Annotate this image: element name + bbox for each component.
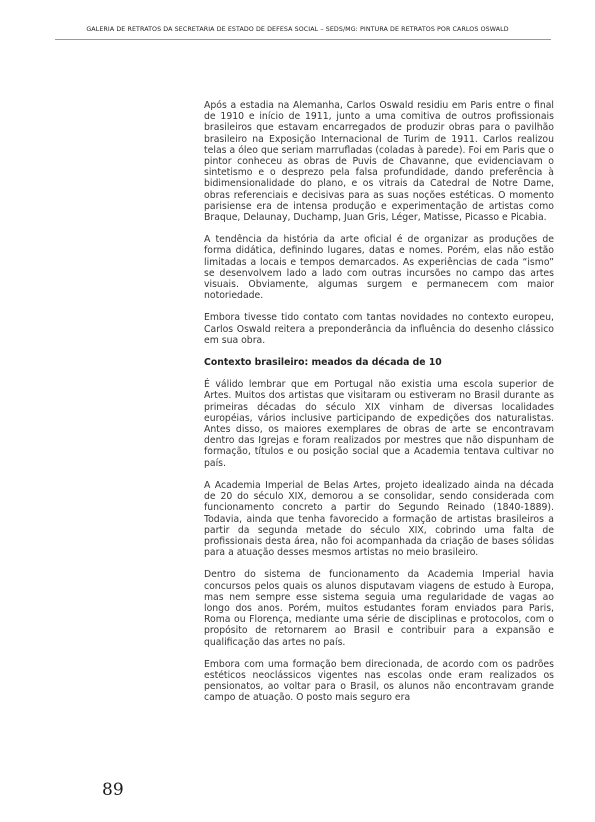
running-header: GALERIA DE RETRATOS DA SECRETARIA DE ESTADO DE DEFESA SOCIAL – SEDS/MG: PINTURA DE RETRATOS POR CARLOS OSWALD bbox=[86, 26, 509, 33]
paragraph: Embora tivesse tido contato com tantas novidades no contexto europeu, Carlos Oswald reitera a preponderância da influência do desenho clássico em sua obra. bbox=[204, 312, 554, 346]
header-divider bbox=[55, 39, 551, 40]
paragraph: A tendência da história da arte oficial é de organizar as produções de forma didática, definindo lugares, datas e nomes. Porém, elas não estão limitadas a locais e tempos demarcados. As experiências de cada “ismo” se desenvolvem lado a lado com outras incursões no campo das artes visuais. Obviamente, algumas surgem e permanecem com maior notoriedade. bbox=[204, 234, 554, 302]
body-text-column bbox=[204, 100, 554, 715]
page-number: 89 bbox=[102, 780, 124, 800]
paragraph: Após a estadia na Alemanha, Carlos Oswald residiu em Paris entre o final de 1910 e início de 1911, junto a uma comitiva de outros profissionais brasileiros que estavam encarregados de produzir obras para o pavilhão brasileiro na Exposição Internacional de Turim de 1911. Carlos realizou telas a óleo que seriam marrufladas (coladas à parede). Foi em Paris que o pintor conheceu as obras de Puvis de Chavanne, que evidenciavam o sintetismo e o desprezo pela falsa profundidade, dando preferência à bidimensionalidade do plano, e os vitrais da Catedral de Notre Dame, obras referenciais e decisivas para as suas noções estéticas. O momento parisiense era de intensa produção e experimentação de artistas como Braque, Delaunay, Duchamp, Juan Gris, Léger, Matisse, Picasso e Picabia. bbox=[204, 100, 554, 224]
paragraph: A Academia Imperial de Belas Artes, projeto idealizado ainda na década de 20 do século XIX, demorou a se consolidar, sendo considerada com funcionamento concreto a partir do Segundo Reinado (1840-1889). Todavia, ainda que tenha favorecido a formação de artistas brasileiros a partir da segunda metade do século XIX, cobrindo uma falta de profissionais desta área, não foi acompanhada da criação de bases sólidas para a atuação desses mesmos artistas no meio brasileiro. bbox=[204, 479, 554, 559]
paragraph: Embora com uma formação bem direcionada, de acordo com os padrões estéticos neoclássicos vigentes nas escolas onde eram realizados os pensionatos, ao voltar para o Brasil, os alunos não encontravam grande campo de atuação. O posto mais seguro era bbox=[204, 658, 554, 704]
paragraph: Dentro do sistema de funcionamento da Academia Imperial havia concursos pelos quais os alunos disputavam viagens de estudo à Europa, mas nem sempre esse sistema seguia uma regularidade de vagas ao longo dos anos. Porém, muitos estudantes foram enviados para Paris, Roma ou Florença, mediante uma série de disciplinas e protocolos, com o propósito de retornarem ao Brasil e contribuir para a expansão e qualificação das artes no país. bbox=[204, 569, 554, 648]
paragraph: É válido lembrar que em Portugal não existia uma escola superior de Artes. Muitos dos artistas que visitaram ou estiveram no Brasil durante as primeiras décadas do século XIX vinham de diversas localidades européias, vários inclusive participando de expedições dos naturalistas. Antes disso, os maiores exemplares de obras de arte se encontravam dentro das Igrejas e foram realizados por mestres que não dispunham de formação, títulos e ou posição social que a Academia tentava cultivar no país. bbox=[204, 379, 554, 469]
section-heading: Contexto brasileiro: meados da década de 10 bbox=[204, 357, 442, 369]
